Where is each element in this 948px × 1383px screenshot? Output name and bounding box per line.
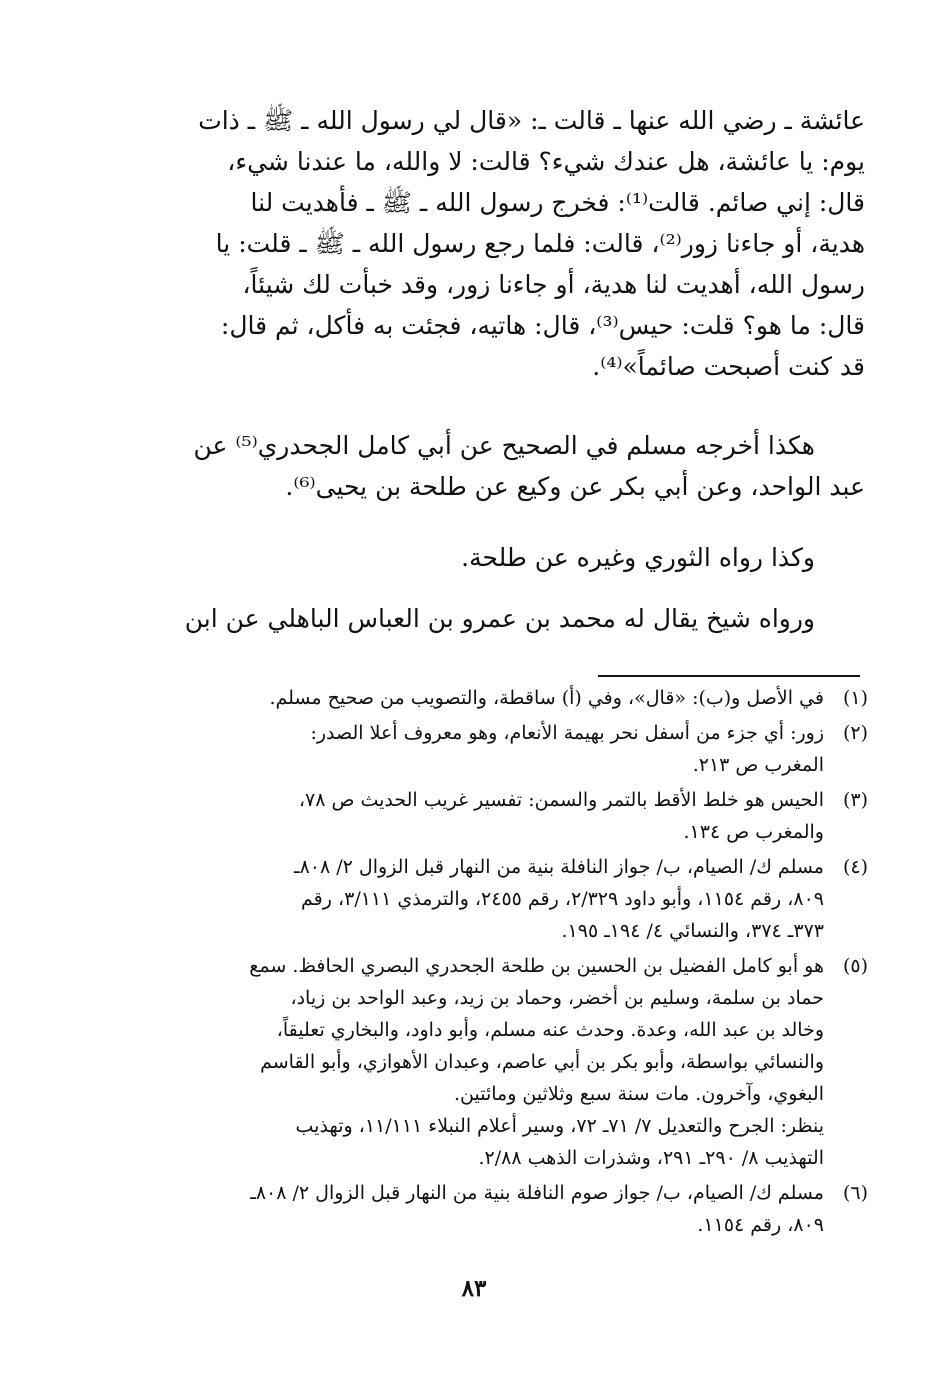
footnote-3 xyxy=(162,784,868,848)
footnote-number: (٣) xyxy=(842,789,868,811)
footnote-line: حماد بن سلمة، وسليم بن أخضر، وحماد بن زيد، وعبد الواحد بن زياد، xyxy=(290,987,824,1009)
footnote-line: ٨٠٩، رقم ١١٥٤. xyxy=(697,1214,824,1236)
footnote-line: البغوي، وآخرون. مات سنة سبع وثلاثين ومائتين. xyxy=(453,1083,824,1105)
text-line: رسول الله، أهديت لنا هدية، أو جاءنا زور، وقد خبأت لك شيئاً، xyxy=(242,270,865,299)
footnote-line: وخالد بن عبد الله، وعدة. وحدث عنه مسلم، وأبو داود، والبخاري تعليقاً، xyxy=(276,1019,824,1041)
footnote-1 xyxy=(162,682,868,714)
text-line: قال: إني صائم. قالت⁽¹⁾: فخرج رسول الله ـ ﷺ ـ فأهديت لنا xyxy=(250,188,865,217)
footnote-6 xyxy=(162,1177,868,1241)
text-line: وكذا رواه الثوري وغيره عن طلحة. xyxy=(461,543,815,572)
text-line: قد كنت أصبحت صائماً»⁽⁴⁾. xyxy=(592,352,865,381)
footnote-line: مسلم ك/ الصيام، ب/ جواز صوم النافلة بنية من النهار قبل الزوال ٢/ ٨٠٨ـ xyxy=(250,1182,824,1204)
text-line: عائشة ـ رضي الله عنها ـ قالت ـ: «قال لي رسول الله ـ ﷺ ـ ذات xyxy=(198,106,865,135)
footnote-number: (٤) xyxy=(842,856,868,878)
paragraph-bahili xyxy=(160,598,865,639)
paragraph-hadith xyxy=(160,100,865,387)
footnote-line: ٨٠٩، رقم ١١٥٤، وأبو داود ٢/٣٢٩، رقم ٢٤٥٥، والترمذي ٣/١١١، رقم xyxy=(301,888,824,910)
footnote-line: والنسائي بواسطة، وأبو بكر بن أبي عاصم، وعبدان الأهوازي، وأبو القاسم xyxy=(260,1051,824,1073)
footnotes xyxy=(162,682,868,1244)
text-line: هدية، أو جاءنا زور⁽²⁾، قالت: فلما رجع رسول الله ـ ﷺ ـ قلت: يا xyxy=(215,229,865,258)
footnote-line: في الأصل و(ب): «قال»، وفي (أ) ساقطة، والتصويب من صحيح مسلم. xyxy=(269,687,824,709)
footnote-line: ٣٧٣ـ ٣٧٤، والنسائي ٤/ ١٩٤ـ ١٩٥. xyxy=(561,920,824,942)
footnote-4 xyxy=(162,851,868,947)
footnote-line: والمغرب ص ١٣٤. xyxy=(683,821,824,843)
page-number: ٨٣ xyxy=(461,1275,487,1302)
text-line: قال: ما هو؟ قلت: حيس⁽³⁾، قال: هاتيه، فجئت به فأكل، ثم قال: xyxy=(220,311,865,340)
text-line: يوم: يا عائشة، هل عندك شيء؟ قالت: لا والله، ما عندنا شيء، xyxy=(227,147,865,176)
footnote-number: (١) xyxy=(842,687,868,709)
paragraph-thawri xyxy=(160,537,865,578)
footnote-line: مسلم ك/ الصيام، ب/ جواز النافلة بنية من النهار قبل الزوال ٢/ ٨٠٨ـ xyxy=(294,856,824,878)
footnote-line: ينظر: الجرح والتعديل ٧/ ٧١ـ ٧٢، وسير أعلام النبلاء ١١/١١١، وتهذيب xyxy=(295,1115,824,1137)
footnote-line: زور: أي جزء من أسفل نحر بهيمة الأنعام، وهو معروف أعلا الصدر: xyxy=(310,722,824,744)
footnote-number: (٥) xyxy=(842,955,868,977)
footnote-line: هو أبو كامل الفضيل بن الحسين بن طلحة الجحدري البصري الحافظ. سمع xyxy=(249,955,824,977)
footnote-number: (٢) xyxy=(842,722,868,744)
footnote-number: (٦) xyxy=(842,1182,868,1204)
footnote-5 xyxy=(162,950,868,1174)
text-line: عبد الواحد، وعن أبي بكر عن وكيع عن طلحة بن يحيى⁽⁶⁾. xyxy=(285,472,865,501)
text-line: ورواه شيخ يقال له محمد بن عمرو بن العباس الباهلي عن ابن xyxy=(184,604,815,633)
footnote-separator xyxy=(598,675,860,677)
footnote-line: الحيس هو خلط الأقط بالتمر والسمن: تفسير غريب الحديث ص ٧٨، xyxy=(298,789,824,811)
paragraph-takhrij xyxy=(160,425,865,507)
footnote-line: التهذيب ٨/ ٢٩٠ـ ٢٩١، وشذرات الذهب ٢/٨٨. xyxy=(478,1147,824,1169)
footnote-line: المغرب ص ٢١٣. xyxy=(692,754,824,776)
footnote-2 xyxy=(162,717,868,781)
text-line: هكذا أخرجه مسلم في الصحيح عن أبي كامل الجحدري⁽⁵⁾ عن xyxy=(193,431,815,460)
